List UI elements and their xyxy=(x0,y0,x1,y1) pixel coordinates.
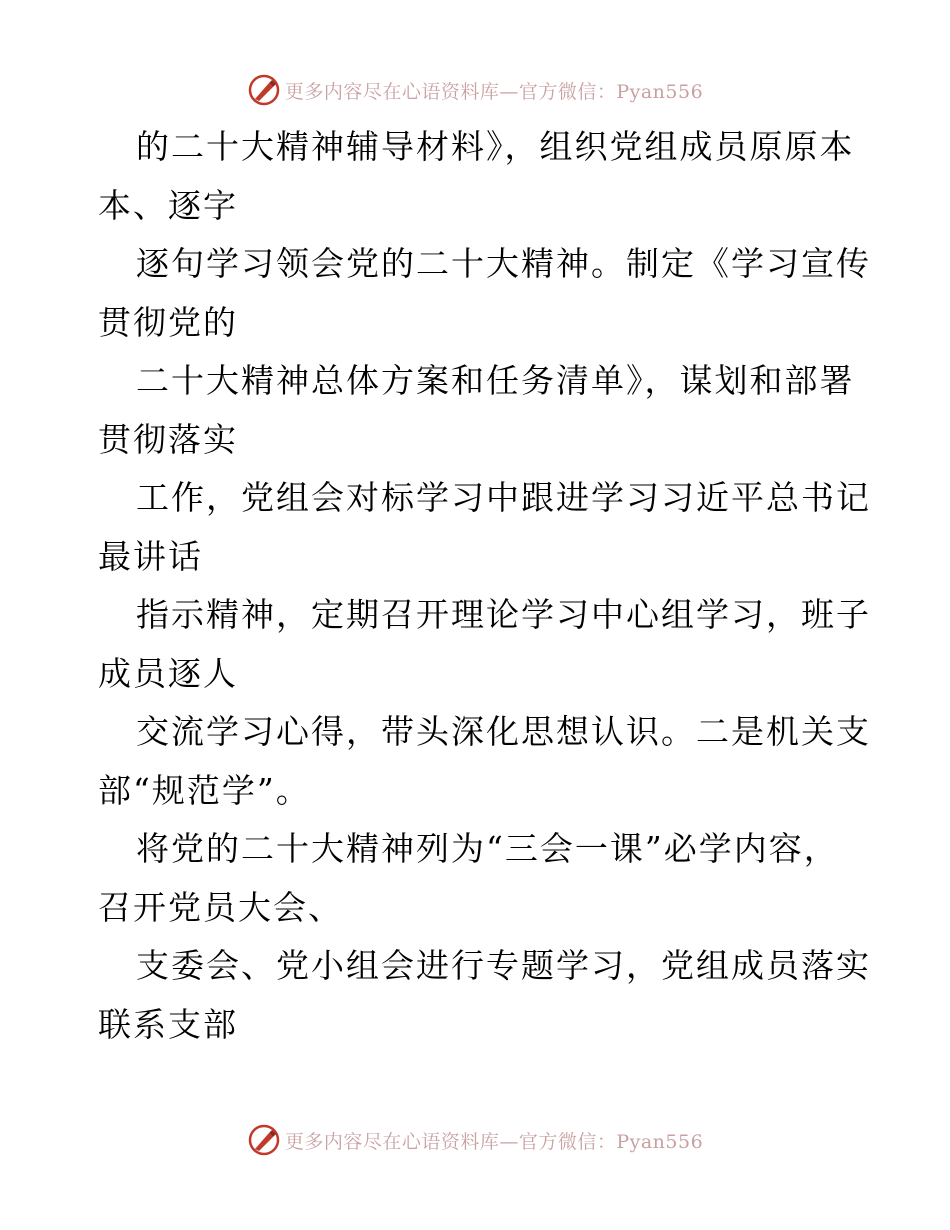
footer-banner xyxy=(0,1120,950,1160)
pen-logo-icon xyxy=(247,73,281,107)
header-banner-text: 更多内容尽在心语资料库—官方微信：Pyan556 xyxy=(284,80,704,103)
paragraph-line: 指示精神，定期召开理论学习中心组学习，班子 xyxy=(136,595,871,634)
paragraph-6 xyxy=(98,703,871,820)
document-body xyxy=(98,118,871,1054)
paragraph-line: 交流学习心得，带头深化思想认识。二是机关支 xyxy=(136,712,871,751)
paragraph-line: 贯彻落实 xyxy=(98,419,238,459)
paragraph-line: 成员逐人 xyxy=(98,653,238,693)
paragraph-line: 召开党员大会、 xyxy=(98,887,343,927)
paragraph-line: 贯彻党的 xyxy=(98,302,238,342)
paragraph-line: 将党的二十大精神列为“三会一课”必学内容， xyxy=(136,829,839,868)
paragraph-line: 工作，党组会对标学习中跟进学习习近平总书记 xyxy=(136,478,871,517)
paragraph-5 xyxy=(98,586,871,703)
paragraph-2 xyxy=(98,235,871,352)
paragraph-3 xyxy=(98,352,858,469)
paragraph-line: 本、逐字 xyxy=(98,185,238,225)
paragraph-8 xyxy=(98,937,871,1054)
footer-banner-text: 更多内容尽在心语资料库—官方微信：Pyan556 xyxy=(284,1130,704,1153)
paragraph-line: 联系支部 xyxy=(98,1004,238,1044)
pen-logo-icon xyxy=(247,1123,281,1157)
paragraph-4 xyxy=(98,469,871,586)
paragraph-line: 部“规范学”。 xyxy=(98,770,311,810)
paragraph-line: 逐句学习领会党的二十大精神。制定《学习宣传 xyxy=(136,244,871,283)
paragraph-line: 的二十大精神辅导材料》，组织党组成员原原本 xyxy=(136,127,855,166)
paragraph-line: 二十大精神总体方案和任务清单》，谋划和部署 xyxy=(136,361,855,400)
paragraph-line: 支委会、党小组会进行专题学习，党组成员落实 xyxy=(136,946,871,985)
header-banner xyxy=(0,70,950,110)
paragraph-7 xyxy=(98,820,858,937)
paragraph-1 xyxy=(98,118,858,235)
paragraph-line: 最讲话 xyxy=(98,536,203,576)
